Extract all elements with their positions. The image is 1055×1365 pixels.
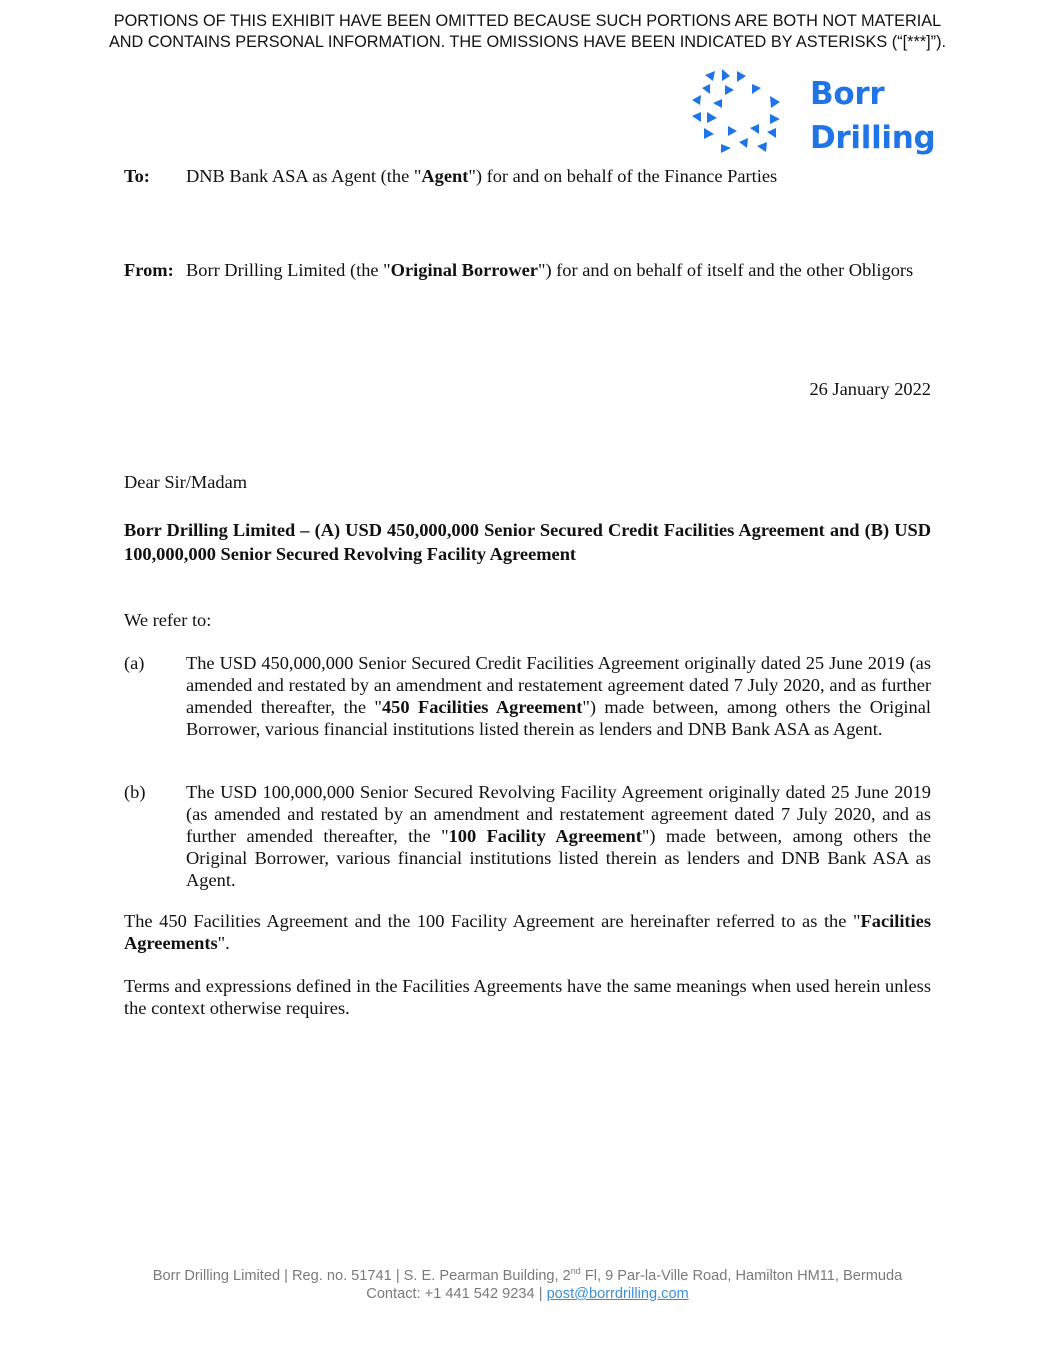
to-label: To: bbox=[124, 166, 150, 186]
terms-paragraph: Terms and expressions defined in the Facilities Agreements have the same meanings when used herein unless the context otherwise requires. bbox=[124, 976, 931, 1018]
hereinafter-paragraph: The 450 Facilities Agreement and the 100 Facility Agreement are hereinafter referred to as the "Facilities Agreements". bbox=[124, 911, 931, 953]
brand-word-drilling: Drilling bbox=[810, 120, 936, 156]
brand-name bbox=[810, 72, 935, 160]
list-item bbox=[124, 652, 931, 740]
to-text-pre: DNB Bank ASA as Agent (the " bbox=[186, 166, 422, 186]
from-line bbox=[124, 259, 934, 281]
disclaimer-line-1: PORTIONS OF THIS EXHIBIT HAVE BEEN OMITTED BECAUSE SUCH PORTIONS ARE BOTH NOT MATERIAL bbox=[113, 12, 942, 30]
defined-term: Facilities Agreements bbox=[124, 911, 931, 953]
letter-date: 26 January 2022 bbox=[809, 379, 931, 399]
from-defined-term: Original Borrower bbox=[390, 260, 538, 280]
from-text-pre: Borr Drilling Limited (the " bbox=[186, 260, 391, 280]
list-item bbox=[124, 781, 931, 891]
footer-contact: Contact: +1 441 542 9234 | post@borrdrilling.com bbox=[366, 1286, 689, 1302]
email-link[interactable]: post@borrdrilling.com bbox=[546, 1286, 689, 1302]
company-logo bbox=[688, 66, 938, 162]
disclaimer-line-2: AND CONTAINS PERSONAL INFORMATION. THE OMISSIONS HAVE BEEN INDICATED BY ASTERISKS (“[***]”). bbox=[108, 33, 947, 51]
borr-drilling-dots-logo-icon bbox=[688, 66, 788, 162]
footer-address: Borr Drilling Limited | Reg. no. 51741 | S. E. Pearman Building, 2nd Fl, 9 Par-la-Ville Road, Hamilton HM11, Bermuda bbox=[152, 1266, 903, 1284]
list-marker: (b) bbox=[124, 782, 146, 802]
list-item-text: The USD 450,000,000 Senior Secured Credit Facilities Agreement originally dated 25 June 2019 (as amended and restated by an amendment and restatement agreement dated 7 July 2020, and as further amended thereafter, the "450 Facilities Agreement") made between, among others the Original Borrower, various financial institutions listed therein as lenders and DNB Bank ASA as Agent. bbox=[186, 653, 931, 739]
from-text-post: ") for and on behalf of itself and the other Obligors bbox=[537, 260, 914, 280]
from-label: From: bbox=[124, 260, 174, 280]
salutation: Dear Sir/Madam bbox=[124, 472, 248, 492]
list-marker: (a) bbox=[124, 653, 145, 673]
defined-term: 450 Facilities Agreement bbox=[381, 697, 583, 717]
to-defined-term: Agent bbox=[421, 166, 469, 186]
to-text-post: ") for and on behalf of the Finance Parties bbox=[468, 166, 778, 186]
to-line bbox=[124, 165, 934, 187]
exhibit-disclaimer bbox=[0, 11, 1055, 53]
subject-heading: Borr Drilling Limited – (A) USD 450,000,000 Senior Secured Credit Facilities Agreement and (B) USD 100,000,000 Senior Secured Revolving Facility Agreement bbox=[124, 520, 931, 564]
defined-term: 100 Facility Agreement bbox=[448, 826, 642, 846]
refer-intro: We refer to: bbox=[124, 610, 212, 630]
brand-word-borr: Borr bbox=[810, 76, 885, 112]
list-item-text: The USD 100,000,000 Senior Secured Revolving Facility Agreement originally dated 25 June 2019 (as amended and restated by an amendment and restatement agreement dated 7 July 2020, and as further amended thereafter, the "100 Facility Agreement") made between, among others the Original Borrower, various financial institutions listed therein as lenders and DNB Bank ASA as Agent. bbox=[186, 782, 931, 890]
